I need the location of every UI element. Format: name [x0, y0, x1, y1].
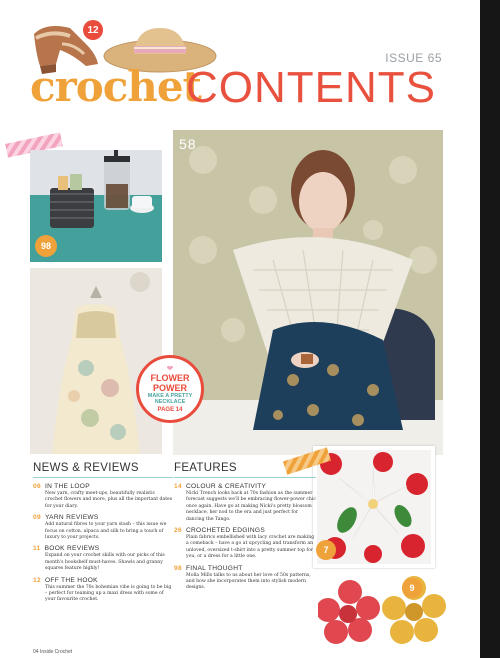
page-title: CONTENTS	[186, 63, 436, 112]
crochet-flowers-image	[318, 572, 448, 650]
page-badge-12: 12	[83, 20, 103, 40]
page-badge-7: 7	[316, 540, 336, 560]
promo-title-line2: POWER	[152, 382, 187, 393]
list-item[interactable]: 09 YARN REVIEWS Add natural fibres to your yarn stash – this issue we focus on cotton, alpaca and silk to bring a touch of luxury to your projects.	[33, 514, 167, 541]
list-item[interactable]: 26 CROCHETED EDGINGS Plain fabrics embellished with lacy crochet are making a comeback – have a go at upcycling and transform an unloved, oversized t-shirt into a pretty summer top for you, or a dress for a little one.	[174, 527, 315, 560]
news-heading: NEWS & REVIEWS	[33, 462, 173, 478]
main-photo-page-number: 58	[179, 136, 197, 152]
list-item[interactable]: 14 COLOUR & CREATIVITY Nicki Trench looks back at 70s fashion as the summer forecast suggests we'll be embracing flower-power chic once again. Have go at making Nicki's pretty blossom necklace, her nod to the era and just perfect for dancing the Tango.	[174, 483, 316, 522]
list-item[interactable]: 11 BOOK REVIEWS Expand on your crochet skills with our picks of this month's bookshelf must-haves. Shawls and granny squares feature highly!	[33, 545, 165, 572]
flower-power-promo[interactable]	[136, 355, 204, 423]
list-item[interactable]: 06 IN THE LOOP New yarn, crafty meet-ups, beautifully realistic crochet flowers and more, plus all the important dates for your diary.	[33, 483, 173, 509]
brand-logo: crochet	[30, 62, 201, 111]
features-section	[174, 462, 316, 595]
news-reviews-section	[33, 462, 173, 607]
features-heading: FEATURES	[174, 462, 316, 478]
promo-title-line1: FLOWER	[150, 372, 190, 383]
model-shawl-photo	[173, 130, 443, 455]
issue-number: ISSUE 65	[385, 51, 442, 65]
list-item[interactable]: 98 FINAL THOUGHT Molla Mills talks to us about her love of 50s patterns, and how she incorporates them into stylish modern designs.	[174, 564, 311, 591]
dress-photo	[30, 268, 162, 454]
page-badge-98: 98	[35, 235, 57, 257]
promo-sub-line2: NECKLACE	[154, 399, 186, 405]
list-item[interactable]: 12 OFF THE HOOK This summer the 70s bohemian vibe is going to be big – perfect for teaming up a maxi dress with some of your favourite crochet.	[33, 576, 172, 603]
page-edge	[480, 0, 500, 658]
page-footer: 04 Inside Crochet	[33, 649, 73, 655]
promo-page: PAGE 14	[157, 406, 183, 413]
promo-sub-line1: MAKE A PRETTY	[147, 392, 193, 399]
page-badge-9: 9	[402, 578, 422, 598]
heart-icon: ❤	[166, 363, 174, 373]
